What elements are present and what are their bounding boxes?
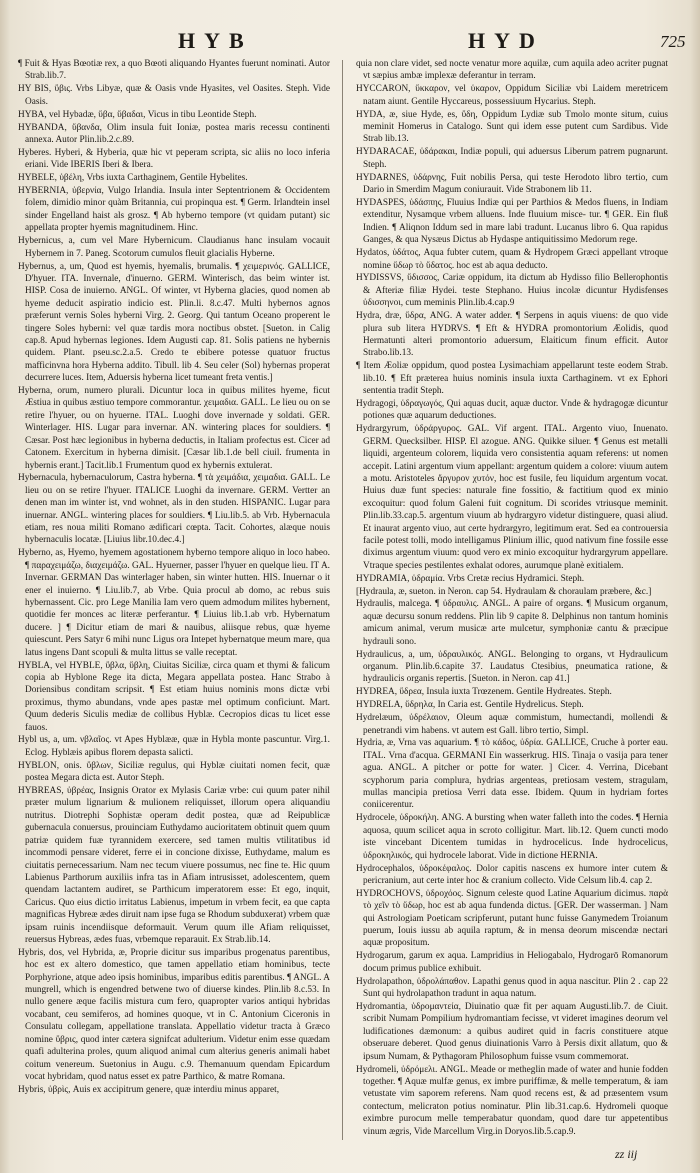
dictionary-entry: Hydrelæum, ὑδρέλαιον, Oleum aquæ commistum, humectandi, mollendi & penetrandi vim habens. vt autem est Gall. libro tertio, Simpl.: [356, 713, 668, 736]
dictionary-entry: ¶ Item Æoliæ oppidum, quod postea Lysimachiam appellarunt teste eodem Strab. lib.10. ¶ Eft præterea huius nominis insula iuxta Carthaginem. vt ex Ephori sententia tradit Steph.: [356, 361, 668, 397]
dictionary-entry: HYDRAMIA, ὑδραμία. Vrbs Cretæ recius Hydramici. Steph.: [356, 573, 585, 584]
dictionary-entry: HY BIS, ὕβις. Vrbs Libyæ, quæ & Oasis vnde Hyasites, vel Oasites. Steph. Vide Oasis.: [18, 84, 330, 107]
dictionary-entry: HYBA, vel Hybadæ, ὕβα, ὕβαδαι, Vicus in tibu Leontide Steph.: [18, 109, 257, 120]
dictionary-entry: Hybernus, a, um, Quod est hyemis, hyemalis, brumalis. ¶ χειμερινός. GALLICE, D'hyuer. ITA. Invernale, d'inuerno. GERM. Winterisch, das beim winter ist. HISP. Cosa de inuierno. ANGL. Of winter, vt Hyberna glacies, quod nomen ab hyeme deducit aspiratio indicio est. Plin.li. 8.c.47. Multi hybernos agnos præferunt vernis Soles hyberni Virg. 2. Georg. Qui tantum Oceano properent le tingere Soles hyberni: vel quæ tardis mora noctibus obstet. [Sueton. in Calig cap.8. Apud hybernas legiones. Idem Augusti cap. 81. Solis patiens ne hybernis quidem. Plant. pseu.sc.2.a.5. Credo te ebibere potesse quatuor fructus mafficinvna hora Hyberna addito. Tibull. lib 4. Seu celer (Sol) hybernas properat decurrere luces. Item, Aduersis hyberna licet tumeant freta ventis.]: [18, 261, 330, 384]
dictionary-entry: HYBLA, vel HYBLE, ὕβλα, ὕβλη, Ciuitas Siciliæ, circa quam et thymi & falicum copia ab Hyblone Rege ita dicta, Megara appellata postea. Hanc Strabo à Doriensibus conditam scripsit. ¶ Est etiam huius nominis mons dictæ vrbi proximus, thymo abundans, vnde apes pastæ mel optimum conficiunt. Mart. Quum dederis Siculis mediæ de collibus Hyblæ. Cecropios dicas tu licet esse fauos.: [18, 660, 330, 733]
dictionary-entry: Hydrargyrum, ὑδράργυρος. GAL. Vif argent. ITAL. Argento viuo, Inuenato. GERM. Quecksilber. HISP. El azogue. ANG. Quikke siluer. ¶ Genus est metalli liquidi, argenteum colorem, liquida vero consistentia aquam referens: ut nomen accepit. Latini argentum vium appellant: argentum quidem a colore: viuum autem a motu. Aristoteles ἄργυρον χυτόν, hoc est fusile, feu liquidum argentum vocat. Huius duæ funt species: naturale fine fossitio, & factitium quod ex minio excoquitur: quod folum Galeni fuit cognitum. Di scorides vtriusque meminit. Plin.lib.33.cap.5. argentum viuum ab hydrargyro videtur distinguere, quasi aliud. Et inaurat argento viuo, aut certe hydrargyro, legitimum erat. Sed ea controuersia facile potest tolli, modo intelligamus Plinium illic, quod nativum fine fossile esse diximus argentum viuum: quod vero ex minio excoquitur hydrargyrum appellare. Vtraque species pestilentes exhalat odores, aurumque planè exitialem.: [356, 424, 668, 571]
running-head-right: HYD: [468, 28, 544, 53]
dictionary-entry: Hydraulis, malcega. ¶ ὑδραυλις. ANGL. A paire of organs. ¶ Musicum organum, aquæ decursu sonum reddens. Plin lib 9 capite 8. Delphinus non tantum hominis amicum animal, verum musicæ arte mulcetur, symphoniæ cantu & præcipue hydrauli sono.: [356, 599, 668, 647]
dictionary-entry: HYCCARON, ὕκκαρον, vel ὑκαρον, Oppidum Siciliæ vbi Laidem meretricem natam aiunt. Gentile Hyccareus, possessiuum Hycarius. Steph.: [356, 84, 668, 107]
dictionary-entry: Hydromeli, ὑδρόμελι. ANGL. Meade or metheglin made of water and hunie fodden together. ¶ Aquæ mulfæ genus, ex imbre puriffimæ, & melle temperatum, & iam vetustate vim saporem referens. Nam quod recens est, & ad præsentem vsum contectum, melicraton potius nominatur. Plin lib.31.cap.6. Hydromeli quoque eximbre purocum melle temperabatur quondam, quod dare tur appetentibus vinum ægris, Vide Marcellum Virg.in Doryos.lib.5.cap.9.: [356, 1064, 668, 1137]
dictionary-entry: Hydromantia, ὑδρομαντεία, Diuinatio quæ fit per aquam Augusti.lib.7. de Ciuit. scribit Numam Pompilium hydromantiam fecisse, vt videret imagines deorum vel ludificationes dæmonum: a quibus audiret quid in facris constituere atque obseruare deberet. Quod genus diuinationis Varro à Persis dixit allatum, quo & ipsum Numam, & Pythagoram Philosophum fuisse vsum commemorat.: [356, 1001, 668, 1062]
dictionary-entry: HYDARACAE, ὑδάρακαι, Indiæ populi, qui aduersus Liberum patrem pugnarunt. Steph.: [356, 147, 668, 170]
dictionary-entry: HYDASPES, ὑδάσπης, Fluuius Indiæ qui per Parthios & Medos fluens, in Indiam extenditur, Nysamque vrbem alluens. Inde fluuium misce- tur. ¶ GER. Ein fluß Indien. ¶ Aliqnon Iddum sed in mare labi tradunt. Lucanus libro 6. Qua rapidus Ganges, & qua Nysæus Dictus ab Hydaspe antiquitissimo Medorum rege.: [356, 197, 668, 246]
dictionary-entry: Hyberno, as, Hyemo, hyemem agostationem hyberno tempore aliquo in loco habeo. ¶ παραχειμάζω, διαχειμάζω. GAL. Hyuerner, passer l'hyuer en quelque lieu. IT A. Invernar. GERMAN Das winterlager haben, sin winter hutten. HIS. Inuernar o it ener el inuierno. ¶ Liu.lib.7, ab Vrbe. Quia procul ab domo, ac rebus suis hybernassent. Cic. pro Lege Manilia Iam vero quem admodum milites hybernent, quotidie fer monces ac literæ perferantur. ¶ Liuius lib.1.ab vrb. Hybernatum ducere. ] ¶ Dicitur etiam de mari & nauibus, aliisque rebus, quæ hyeme quiescunt. Pers Satyr 6 mihi nunc Ligus ora Intepet hybernatque meum mare, qua latus ingens Dant scopuli & multa littus se valle receptat.: [18, 548, 330, 658]
dictionary-entry: Hybl us, a, um. νβλαῖος. vt Apes Hyblææ, quæ in Hybla monte pascuntur. Virg.1. Eclog. Hyblæis apibus florem depasta salicti.: [18, 735, 330, 758]
page-edge-shadow-right: [690, 0, 700, 1173]
dictionary-entry: HYDRELA, ὕδρηλα, In Caria est. Gentile Hydrelicus. Steph.: [356, 700, 584, 711]
dictionary-entry: Hydatos, ὑδάτος, Aqua fubter cutem, quam & Hydropem Græci appellant vtroque nomine ὕδωρ τὸ ὕδατος. hoc est ab aqua deducto.: [356, 248, 668, 271]
dictionary-entry: Hybernicus, a, cum vel Mare Hybernicum. Claudianus hanc insulam vocauit Hybernem in 7. Paneg. Scotorum cumulos fleuit glacialis Hyberne.: [18, 236, 330, 259]
dictionary-entry: Hybris, ὑβρὶς, Auis ex accipitrum genere, quæ interdiu minus apparet,: [18, 1084, 280, 1095]
left-column: [18, 58, 330, 1143]
dictionary-entry: Hybris, dos, vel Hybrida, æ, Proprie dicitur sus imparibus progenatus parentibus, hoc est ex altero domestico, que tamen appellatio etiam hominibus, tecte Porphyrione, atque adeo ipsis hominibus, imparibus editis parentibus. ¶ ANGL. A mungrell, which is engendred betwene two of diuerse kindes. Plin.lib 8.c.53. In nullo genere æque facilis mistura cum fero, quapropter varios antiqui hybridas vocabant, ceu semiferos, ad homines quoque, vt in C. Antonium Ciceronis in Consulatu collegam, appellatione translata. Appellatio videtur tracta à Græco nomine ὕβρις, quod inter cætera signifcat adulterium. Videtur enim esse quædam quafi adulterina proles, quum aliquod animal cum alterius generis animali habet coitum venereum. Suetonius in Augu. c.9. Themanuum quendam Epicardum vocat hybridam, quod natus esset ex patre Parthico, & matre Romana.: [18, 947, 330, 1082]
dictionary-entry: Hydra, dræ, ὕδρα, ANG. A water adder. ¶ Serpens in aquis viuens: de quo vide plura sub litera HYDRVS. ¶ Eft & HYDRA promontorium Æolidis, quod Hermatunti alteri promontorio aduersum, Elaiticum finum efficit. Autor Strabo.lib.13.: [356, 311, 668, 359]
dictionary-entry: HYDISSVS, ὕδισσος, Cariæ oppidum, ita dictum ab Hydisso filio Bellerophontis & Afteriæ filiæ Hydei. teste Stephano. Huius incolæ dicuntur Hydisfenses ὑδισσηνοι, cum meminis Plin.lib.4.cap.9: [356, 273, 668, 309]
column-divider: [342, 60, 343, 1140]
dictionary-entry: ¶ Fuit & Hyas Bœotiæ rex, a quo Bœoti aliquando Hyantes fuerunt nominati. Autor Strab.lib.7.: [18, 59, 330, 82]
dictionary-entry: HYBELE, ὑβέλη, Vrbs iuxta Carthaginem, Gentile Hybelites.: [18, 173, 248, 184]
signature-mark: zz iij: [615, 1147, 638, 1161]
dictionary-entry: Hydragogi, ὑδραγωγός, Qui aquas ducit, aquæ ductor. Vnde & hydragogæ dicuntur potiones quæ aquarum deductiones.: [356, 398, 668, 422]
dictionary-entry: [Hydraula, æ, sueton. in Neron. cap 54. Hydraulam & choraulam præbere, &c.]: [356, 586, 652, 597]
dictionary-entry: HYDREA, ὕδρεα, Insula iuxta Trœzenem. Gentile Hydreates. Steph.: [356, 687, 612, 698]
page-edge-shadow-left: [0, 0, 10, 1173]
dictionary-entry: HYBANDA, ὕβανδα, Olim insula fuit Ioniæ, postea maris recessu continenti annexa. Autor Plin.lib.2.c.89.: [18, 122, 330, 145]
dictionary-entry: HYDROCHOVS, ὑδροχόος. Signum celeste quod Latine Aquarium dicimus. παρὰ τὸ χεῖν τὸ ὕδωρ, hoc est ab aqua fundenda dictus. [GER. Der wasserman. ] Nam qui Astrologiam Poeticam scripferunt, putant hunc fuisse Ganymedem Troianum puerum, Iouis iussu ab aquila raptum, & in mensa deorum miscendæ nectari aquæ propositum.: [356, 888, 668, 949]
dictionary-entry: HYBERNIA, ὑβερνία, Vulgo Irlandia. Insula inter Septentrionem & Occidentem folem, dimidio minor quàm Britannia, cui propinqua est. ¶ Germ. Irlandtein insel sinder Engelland haist als grosz. ¶ Ab hyberno tempore (vt quidam putant) sic appellata propter hyemis magnitudinem. Hinc.: [18, 186, 330, 234]
dictionary-entry: Hydrogarum, garum ex aqua. Lampridius in Heliogabalo, Hydrogarō Romanorum docum primus publice exhibuit.: [356, 951, 668, 974]
page-number: 725: [660, 32, 686, 51]
dictionary-entry: quia non clare videt, sed nocte venatur more aquilæ, cum aquila adeo acriter pugnat vt sæpius ambæ implexæ deferantur in terram.: [356, 59, 668, 82]
dictionary-entry: HYDA, æ, siue Hyde, es, ὕδη, Oppidum Lydiæ sub Tmolo monte situm, cuius meminit Homerus in Catalogo. Sunt qui idem esse putent cum Sardibus. Vide Strab lib.13.: [356, 109, 668, 145]
dictionary-entry: Hydraulicus, a, um, ὑδραυλικός. ANGL. Belonging to organs, vt Hydraulicum organum. Plin.lib.6.capite 37. Laudatus Ctesibius, pneumatica ratione, & hydraulicis organis repertis. [Sueton. in Neron. cap 41.]: [356, 649, 668, 685]
dictionary-entry: HYBREAS, ὑβρέας, Insignis Orator ex Mylasis Cariæ vrbe: cui quum pater nihil præter mulum lignarium & mulionem reliquisset, illorum opera aliquandiu nutritus. Diotrephi Sophistæ operam dedit postea, quæ ad Reipublicæ gubernacula conuersus, prouinciam Euthydamo aucioritatem obtinuit quem quum patriæ quidem fuæ tyrannidem exercere, sed tamen multis vtilitatibus id incommodi pensare videret, ferre ei in concione dixisse, Euthydame, malum es ciuitatis pernecessarium. Nam nec tecum viuere possumus, nec fine te. Hic quum Labienus Parthorum auxiliis infra tas in Afiam intrusisset, adolescentem, quem quendam lactantem audiret, se Parthicum imperatorem esse: Et ego, inquit, Caricus. Quo eius dictio irritatus Labienus, impetum in vrbem fecit, ea que capta magnificas Hybreæ ædes diruit nam ipse fuga se Rhodum subduxerat) vrbem quæ ipsam ruinis incendiisque deformauit. Verum quum ille Afiam reliquisset, reuersus Hybreas, ædes fuas, vrbemque reparauit. Ex Strab.lib.14.: [18, 786, 330, 945]
running-head: [0, 22, 700, 52]
dictionary-entry: HYBLON, onis. ὕβλων, Siciliæ regulus, qui Hyblæ ciuitati nomen fecit, quæ postea Megara dicta est. Autor Steph.: [18, 760, 330, 784]
dictionary-entry: Hybernacula, hybernaculorum, Castra hyberna. ¶ τὰ χειμάδια, χειμαδια. GALL. Le lieu ou on se retire l'hyuer. ITALICE Luoghi da invernare. GERM. Vertter an denen man im winter ist, vnd wohnet, als in den studen. HISPANIC. Lugar para inuernar. ANGL. wintering places for souldiers. ¶ Liu.lib.5. ab Vrb. Hybernacula etiam, res noua militi Romano ædificari cœpta. Tacit. Cohortes, alæque nouis hybernaculis locatæ. [Liuius libr.10.dec.4.]: [18, 473, 330, 546]
dictionary-entry: Hydria, æ, Vrna vas aquarium. ¶ τὸ κάδος, ὑδρία. GALLICE, Cruche à porter eau. ITAL. Vrna d'acqua. GERMANI Ein wasserkrug. HIS. Tinaja o vasija para tener agua. ANGL. A pitcher or potte for water. ] Cicer. 4. Verrina, Dicebant scyphorum paria complura, hydrias argenteas, pretiosam vestem, stragulam, mullas mancipia pretiosa Verri data esse. Ibidem. Quum in hydriam fortes coniicerentur.: [356, 738, 668, 811]
dictionary-entry: HYDARNES, ὑδάρνης, Fuit nobilis Persa, qui teste Herodoto libro tertio, cum Dario in Smerdim Magum coniurauit. Vide Strabonem lib 11.: [356, 172, 668, 196]
dictionary-entry: Hydrocele, ὑδροκήλη. ANG. A bursting when water falleth into the codes. ¶ Hernia aquosa, quum scilicet aqua in scroto colligitur. Mart. lib.12. Quem cuncti modo iste vincebant Dicentem tumidas in hydrocelicus. Inde hydrocelicus, ὑδροκηλικός, qui hydrocele laborat. Vide in dictione HERNIA.: [356, 813, 668, 861]
dictionary-entry: Hydrolapathon, ὑδρολάπαθον. Lapathi genus quod in aqua nascitur. Plin 2 . cap 22 Sunt qui hydrolapathon tradunt in aqua natum.: [356, 976, 668, 1000]
dictionary-entry: Hyberna, orum, numero plurali. Dicuntur loca in quibus milites hyeme, ficut Æstiua in quibus æstiuo tempore commorantur. χειμαδια. GALL. Le lieu ou on se retire l'hyuer, ou on hyuerne. ITAL. Luoghi dove invernade y soldati. GER. Winterlager. HIS. Lugar para invernar. AN. wintering places for souldiers. ¶ Cæsar. Post hæc legionibus in hyberna deductis, in Italiam profectus est. Cicer ad Catonem. Exercitum in hyberna dimisit. [Cæsar lib.1.de bell ciuil. frumenta in hybernis erant.] Tacit.lib.1 Frumentum quod ex hybernis extulerat.: [18, 386, 330, 471]
right-column: [356, 58, 668, 1143]
dictionary-entry: Hyberes. Hyberi, & Hyberia, quæ hic vt peperam scripta, sic aliis no loco inferia eriani. Vide IBERIS Iberi & Ibera.: [18, 147, 330, 171]
dictionary-entry: Hydrocephalos, ὑδροκέφαλος. Dolor capitis nascens ex humore inter cutem & pericranium, aut certe inter hoc & cranium collecto. Vide Celsum lib.4. cap 2.: [356, 863, 668, 886]
running-head-left: HYB: [178, 28, 253, 53]
